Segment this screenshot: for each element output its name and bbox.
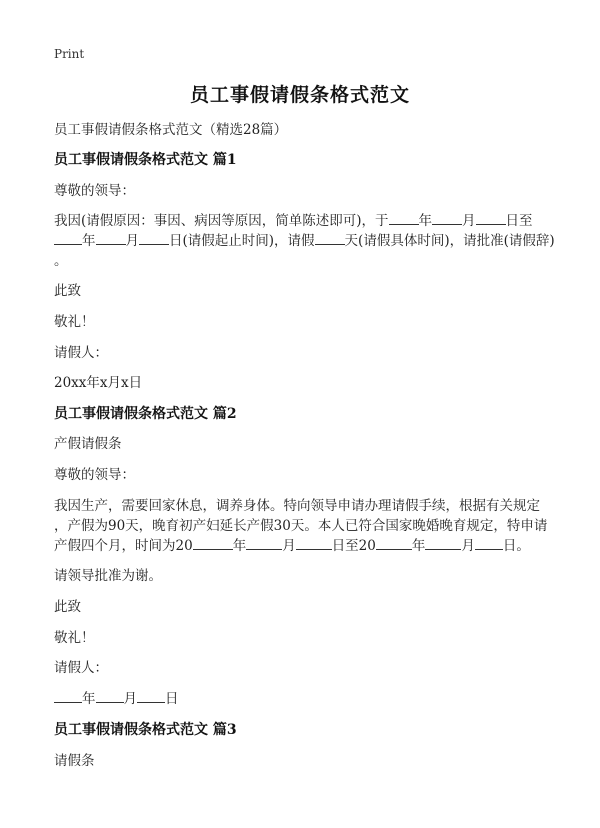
section-1-regards: 敬礼！ [54, 314, 95, 330]
section-2-signer: 请假人： [54, 660, 108, 676]
blank-field [54, 232, 82, 245]
section-1-salutation: 尊敬的领导： [54, 183, 135, 199]
blank-field [54, 690, 82, 703]
blank-field [425, 537, 461, 550]
section-2-date [54, 689, 179, 709]
body-text: 月 [461, 538, 475, 554]
blank-field [296, 537, 332, 550]
blank-field [246, 537, 282, 550]
body-text: 年 [232, 538, 247, 554]
blank-field [137, 690, 165, 703]
body-text: 日。 [502, 538, 530, 554]
body-text: 日(请假起止时间)，请假 [169, 233, 315, 249]
section-2-body-line-2: ，产假为90天，晚育初产妇延长产假30天。本人已符合国家晚婚晚育规定，特申请 [54, 518, 548, 534]
intro-line: 员工事假请假条格式范文（精选28篇） [54, 122, 288, 138]
section-2-subtitle: 产假请假条 [54, 436, 122, 452]
document-title: 员工事假请假条格式范文 [189, 84, 410, 106]
section-1-signer: 请假人： [54, 345, 108, 361]
body-text: 年 [411, 538, 426, 554]
blank-field [193, 537, 233, 550]
section-2-salutation: 尊敬的领导： [54, 467, 135, 483]
body-text: 产假四个月，时间为20 [54, 538, 193, 554]
section-2-body-line-1: 我因生产，需要回家休息，调养身体。特向领导申请办理请假手续，根据有关规定 [54, 498, 540, 514]
print-label: Print [54, 47, 85, 61]
section-2-closing: 此致 [54, 599, 81, 615]
section-1-body-line-3: 。 [54, 253, 68, 269]
body-text: 月 [282, 538, 296, 554]
body-text: 天(请假具体时间)，请批准(请假辞) [344, 233, 555, 249]
body-text: 我因(请假原因：事因、病因等原因，简单陈述即可)，于 [54, 213, 389, 229]
section-2-regards: 敬礼！ [54, 630, 95, 646]
blank-field [432, 212, 462, 225]
body-text: 日 [165, 691, 179, 707]
blank-field [315, 232, 345, 245]
section-1-body-line-2 [54, 231, 555, 251]
section-1-closing: 此致 [54, 283, 81, 299]
blank-field [476, 212, 506, 225]
section-1-body-line-1 [54, 211, 533, 231]
section-2-heading: 员工事假请假条格式范文 篇2 [54, 406, 237, 422]
blank-field [139, 232, 169, 245]
section-1-date: 20xx年x月x日 [54, 375, 143, 391]
blank-field [96, 232, 126, 245]
section-1-heading: 员工事假请假条格式范文 篇1 [54, 152, 237, 168]
body-text: 日至 [505, 213, 533, 229]
blank-field [96, 690, 124, 703]
body-text: 年 [418, 213, 433, 229]
blank-field [475, 537, 503, 550]
body-text: 年 [82, 233, 96, 249]
section-3-heading: 员工事假请假条格式范文 篇3 [54, 722, 237, 738]
body-text: 月 [125, 233, 139, 249]
section-2-request: 请领导批准为谢。 [54, 568, 162, 584]
blank-field [376, 537, 412, 550]
blank-field [389, 212, 419, 225]
body-text: 日至20 [331, 538, 376, 554]
body-text: 年 [82, 691, 96, 707]
body-text: 月 [123, 691, 137, 707]
section-2-body-line-3 [54, 536, 530, 556]
section-3-subtitle: 请假条 [54, 753, 95, 769]
body-text: 月 [462, 213, 476, 229]
